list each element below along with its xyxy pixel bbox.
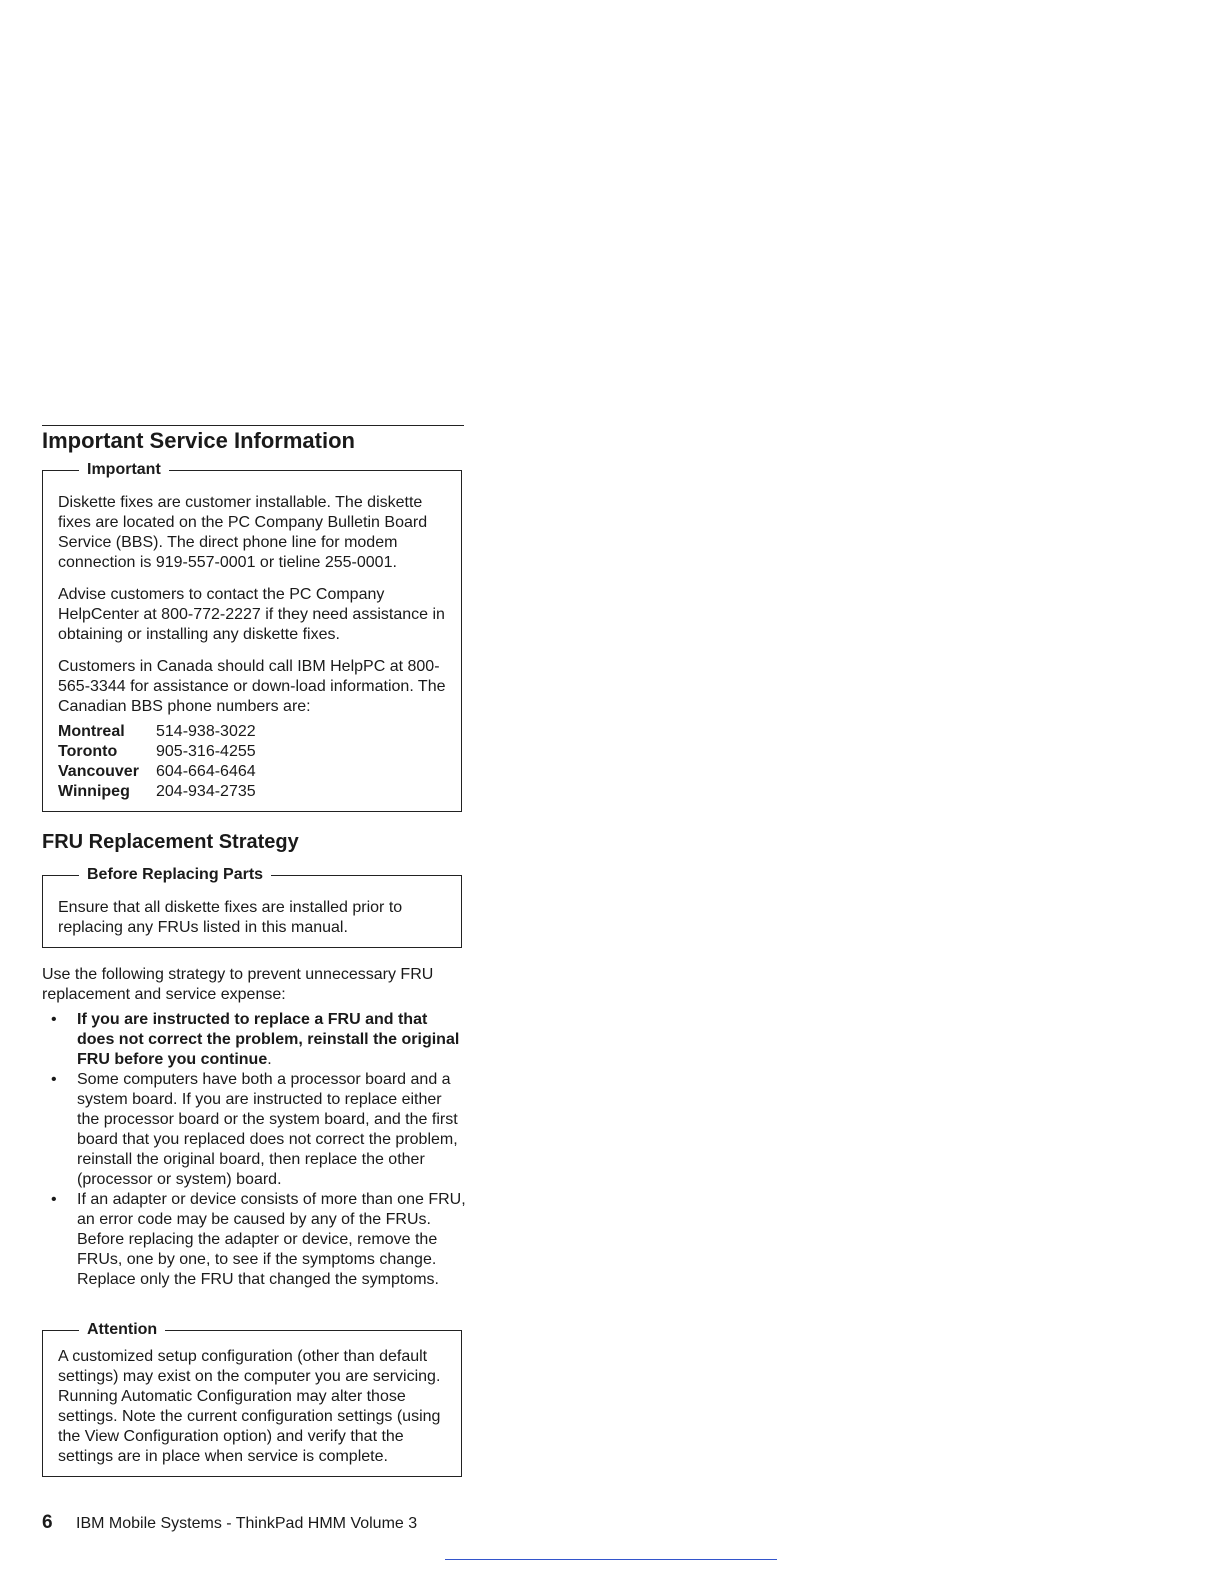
before-replacing-label: Before Replacing Parts	[79, 865, 271, 885]
city-phone: 204-934-2735	[156, 783, 256, 800]
important-paragraph-2: Advise customers to contact the PC Company HelpCenter at 800-772-2227 if they need assistance in obtaining or installing any diskette fixes.	[58, 586, 445, 643]
before-replacing-text: Ensure that all diskette fixes are installed prior to replacing any FRUs listed in this manual.	[58, 899, 403, 936]
table-row	[58, 762, 256, 782]
important-paragraph-3: Customers in Canada should call IBM HelpPC at 800-565-3344 for assistance or down-load information. The Canadian BBS phone numbers are:	[58, 658, 446, 715]
page-title: Important Service Information	[42, 428, 355, 453]
page-number: 6	[42, 1512, 53, 1533]
important-notice-box	[42, 461, 462, 812]
before-replacing-box	[42, 866, 462, 948]
strategy-item-2: Some computers have both a processor board and a system board. If you are instructed to replace either the processor board or the system board, and the first board that you replaced does not correct the problem, reinstall the original board, then replace the other (processor or system) board.	[77, 1071, 458, 1188]
important-paragraph-1: Diskette fixes are customer installable. The diskette fixes are located on the PC Company Bulletin Board Service (BBS). The direct phone line for modem connection is 919-557-0001 or tieline 255-0001.	[58, 494, 428, 571]
table-row	[58, 742, 256, 762]
attention-text: A customized setup configuration (other than default settings) may exist on the computer you are servicing. Running Automatic Configuration may alter those settings. Note the current configuration settings (using the View Configuration option) and verify that the settings are in place when service is complete.	[58, 1348, 441, 1465]
footer-text: IBM Mobile Systems - ThinkPad HMM Volume 3	[76, 1515, 418, 1532]
fru-strategy-title: FRU Replacement Strategy	[42, 831, 299, 853]
city-name: Vancouver	[58, 763, 139, 780]
strategy-item-1-bold: If you are instructed to replace a FRU and that does not correct the problem, reinstall the original FRU before you continue	[77, 1011, 460, 1068]
table-row	[58, 782, 256, 802]
strategy-item-3: If an adapter or device consists of more than one FRU, an error code may be caused by any of the FRUs. Before replacing the adapter or device, remove the FRUs, one by one, to see if the symptoms change. Replace only the FRU that changed the symptoms.	[77, 1191, 466, 1288]
important-box-label: Important	[79, 460, 169, 480]
attention-box	[42, 1321, 462, 1477]
city-name: Toronto	[58, 743, 118, 760]
city-phone: 604-664-6464	[156, 763, 256, 780]
city-name: Montreal	[58, 723, 125, 740]
city-name: Winnipeg	[58, 783, 130, 800]
list-item	[42, 1010, 466, 1070]
bottom-link-underline	[445, 1559, 777, 1560]
page-footer	[42, 1512, 417, 1535]
city-phone: 514-938-3022	[156, 723, 256, 740]
city-phone: 905-316-4255	[156, 743, 256, 760]
bullet-icon: •	[51, 1071, 57, 1088]
bullet-icon: •	[51, 1191, 57, 1208]
bullet-icon: •	[51, 1011, 57, 1028]
list-item	[42, 1190, 466, 1290]
list-item	[42, 1070, 466, 1190]
strategy-list	[42, 1010, 466, 1290]
canadian-bbs-table	[58, 722, 256, 802]
strategy-item-1-tail: .	[267, 1051, 272, 1068]
attention-label: Attention	[79, 1320, 165, 1340]
table-row	[58, 722, 256, 742]
strategy-intro: Use the following strategy to prevent unnecessary FRU replacement and service expense:	[42, 966, 434, 1003]
